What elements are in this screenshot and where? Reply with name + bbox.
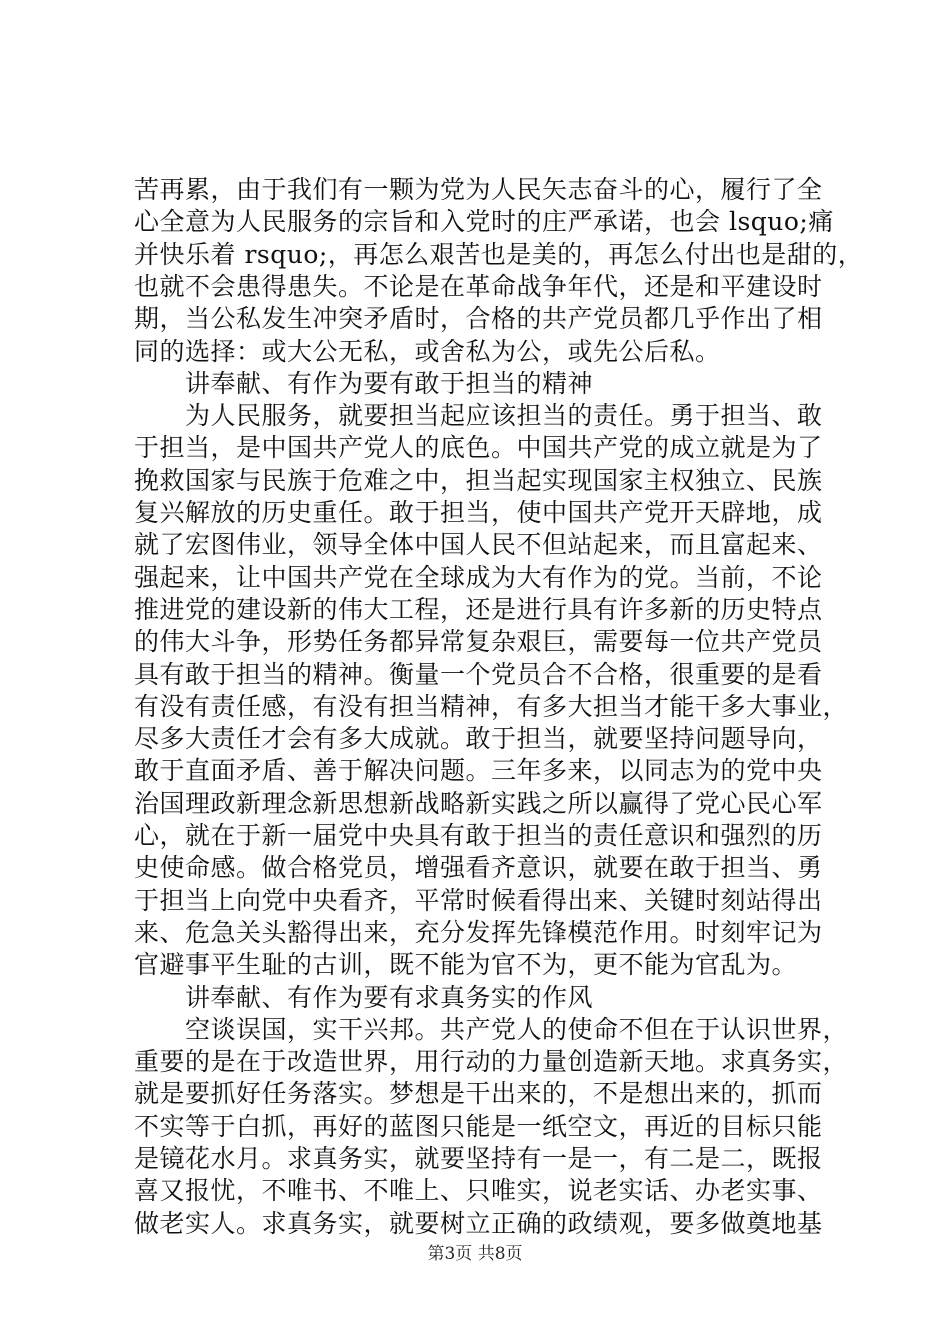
body-line: 做老实人。求真务实，就要树立正确的政绩观，要多做奠地基	[134, 1208, 823, 1238]
body-line: 不实等于白抓，再好的蓝图只能是一纸空文，再近的目标只能	[134, 1111, 823, 1141]
body-line: 重要的是在于改造世界，用行动的力量创造新天地。求真务实，	[134, 1047, 849, 1077]
body-line: 来、危急关头豁得出来，充分发挥先锋模范作用。时刻牢记为	[134, 917, 823, 947]
body-line: 官避事平生耻的古训，既不能为官不为，更不能为官乱为。	[134, 950, 798, 980]
body-line: 喜又报忧，不唯书、不唯上、只唯实，说老实话、办老实事、	[134, 1176, 823, 1206]
body-line: 就了宏图伟业，领导全体中国人民不但站起来，而且富起来、	[134, 530, 823, 560]
section-heading: 讲奉献、有作为要有敢于担当的精神	[134, 368, 594, 398]
body-line: 具有敢于担当的精神。衡量一个党员合不合格，很重要的是看	[134, 659, 823, 689]
body-line: 就是要抓好任务落实。梦想是干出来的，不是想出来的，抓而	[134, 1079, 823, 1109]
body-line: 强起来，让中国共产党在全球成为大有作为的党。当前，不论	[134, 562, 823, 592]
body-line: 尽多大责任才会有多大成就。敢于担当，就要坚持问题导向，	[134, 724, 823, 754]
body-line: 敢于直面矛盾、善于解决问题。三年多来，以同志为的党中央	[134, 756, 823, 786]
body-line: 期，当公私发生冲突矛盾时，合格的共产党员都几乎作出了相	[134, 304, 823, 334]
body-line: 史使命感。做合格党员，增强看齐意识，就要在敢于担当、勇	[134, 853, 823, 883]
page-footer: 第3页 共8页	[427, 1244, 523, 1264]
body-line: 的伟大斗争，形势任务都异常复杂艰巨，需要每一位共产党员	[134, 627, 823, 657]
body-line: 治国理政新理念新思想新战略新实践之所以赢得了党心民心军	[134, 788, 823, 818]
body-line: 心，就在于新一届党中央具有敢于担当的责任意识和强烈的历	[134, 821, 823, 850]
body-line: 于担当上向党中央看齐，平常时候看得出来、关键时刻站得出	[134, 885, 823, 915]
body-line: 并快乐着 rsquo;，再怎么艰苦也是美的，再怎么付出也是甜的，	[134, 239, 864, 269]
body-line: 挽救国家与民族于危难之中，担当起实现国家主权独立、民族	[134, 465, 823, 495]
body-line: 有没有责任感，有没有担当精神，有多大担当才能干多大事业，	[134, 691, 849, 721]
body-line: 心全意为人民服务的宗旨和入党时的庄严承诺，也会 lsquo;痛	[134, 207, 834, 237]
body-line: 于担当，是中国共产党人的底色。中国共产党的成立就是为了	[134, 433, 823, 463]
body-line: 为人民服务，就要担当起应该担当的责任。勇于担当、敢	[134, 401, 823, 431]
body-line: 同的选择：或大公无私，或舍私为公，或先公后私。	[134, 336, 721, 366]
section-heading: 讲奉献、有作为要有求真务实的作风	[134, 982, 594, 1012]
body-line: 推进党的建设新的伟大工程，还是进行具有许多新的历史特点	[134, 594, 823, 624]
body-line: 苦再累，由于我们有一颗为党为人民矢志奋斗的心，履行了全	[134, 175, 823, 204]
body-line: 空谈误国，实干兴邦。共产党人的使命不但在于认识世界，	[134, 1014, 849, 1044]
body-line: 也就不会患得患失。不论是在革命战争年代，还是和平建设时	[134, 271, 823, 301]
body-line: 复兴解放的历史重任。敢于担当，使中国共产党开天辟地，成	[134, 498, 823, 527]
body-line: 是镜花水月。求真务实，就要坚持有一是一，有二是二，既报	[134, 1144, 823, 1173]
